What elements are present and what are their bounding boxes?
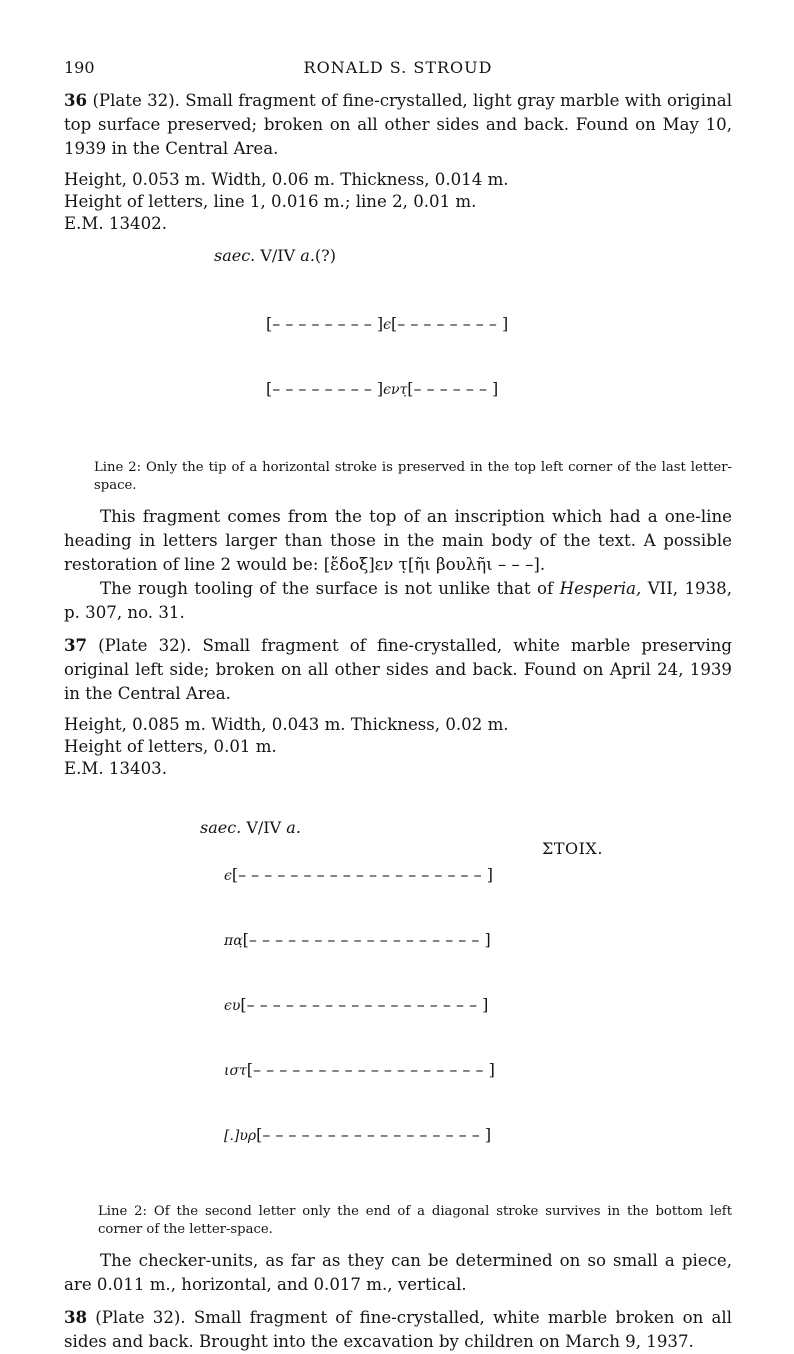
entry-36-letter-height: Height of letters, line 1, 0.016 m.; line 2, 0.01 m. — [64, 192, 477, 211]
lacuna-left: [– – – – – – – – ] — [266, 379, 384, 398]
inscription-line — [224, 1059, 732, 1082]
entry-37-inscription — [224, 822, 732, 1189]
greek-text: ιστ — [224, 1063, 247, 1079]
greek-text: [.]υρ — [224, 1128, 257, 1144]
greek-text: ϵ — [383, 317, 392, 333]
entry-38-number: 38 — [64, 1307, 88, 1327]
entry-37-number: 37 — [64, 635, 88, 655]
entry-36-paragraph-2 — [64, 577, 732, 625]
inscription-line — [224, 994, 732, 1017]
greek-text: πα̣ — [224, 933, 243, 949]
entry-37-letter-height: Height of letters, 0.01 m. — [64, 737, 277, 756]
page — [64, 58, 732, 1354]
entry-36-date — [214, 245, 732, 271]
date-century: V/IV — [246, 818, 282, 837]
lacuna: [– – – – – – – – – – – – – – – – – – ] — [242, 930, 491, 949]
inscription-line — [224, 929, 732, 952]
date-century: V/IV — [260, 246, 296, 265]
entry-36-inscription — [266, 271, 732, 443]
lacuna: [– – – – – – – – – – – – – – – – – – – ] — [231, 865, 493, 884]
stoichedon-label: ΣΤΟΙΧ. — [542, 839, 603, 858]
entry-37-note: Line 2: Of the second letter only the end of a diagonal stroke survives in the bottom left corner of the letter-space. — [98, 1204, 732, 1237]
date-query: (?) — [314, 246, 336, 265]
greek-text: ϵντ̣ — [383, 382, 408, 398]
date-saec: saec. — [214, 246, 256, 265]
entry-36-intro-text: (Plate 32). Small fragment of fine-crystalled, light gray marble with original top surface preserved; broken on all other sides and back. Found on May 10, 1939 in the Central Area. — [64, 91, 732, 158]
entry-37-date — [64, 796, 732, 858]
lacuna: [– – – – – – – – – – – – – – – – – ] — [256, 1125, 492, 1144]
lacuna-right: [– – – – – – ] — [407, 379, 499, 398]
lacuna: [– – – – – – – – – – – – – – – – – – ] — [246, 1060, 495, 1079]
entry-37-inventory: E.M. 13403. — [64, 759, 167, 778]
lacuna-right: [– – – – – – – – ] — [391, 314, 509, 333]
entry-36-paragraph-1: This fragment comes from the top of an inscription which had a one-line heading in letters larger than those in the main body of the text. A possible restoration of line 2 would be: [ἔδοξ]εν τ̣[ῆι βουλῆι – – –]. — [64, 507, 732, 574]
date-a: a. — [286, 818, 301, 837]
entry-36-intro — [64, 88, 732, 161]
entry-36-number: 36 — [64, 90, 88, 110]
entry-37-intro-text: (Plate 32). Small fragment of fine-crystalled, white marble preserving original left side; broken on all other sides and back. Found on April 24, 1939 in the Central Area. — [64, 636, 732, 703]
journal-title: Hesperia, — [559, 579, 642, 598]
page-number: 190 — [64, 58, 95, 77]
inscription-line — [266, 313, 732, 336]
date-a: a. — [300, 246, 315, 265]
entry-37-dimensions: Height, 0.085 m. Width, 0.043 m. Thickness, 0.02 m. — [64, 715, 509, 734]
text-run: VII, 1938, p. 307, no. 31. — [64, 579, 733, 622]
running-title: RONALD S. STROUD — [303, 58, 493, 77]
entry-36-dimensions: Height, 0.053 m. Width, 0.06 m. Thickness, 0.014 m. — [64, 170, 509, 189]
inscription-line — [224, 864, 732, 887]
entry-37-intro — [64, 633, 732, 706]
greek-text: ϵ — [224, 868, 232, 884]
entry-36-note: Line 2: Only the tip of a horizontal stroke is preserved in the top left corner of the last letter-space. — [94, 460, 732, 493]
text-run: The rough tooling of the surface is not unlike that of — [100, 579, 560, 598]
inscription-line — [224, 1124, 732, 1147]
entry-36-inventory: E.M. 13402. — [64, 214, 167, 233]
date-saec: saec. — [200, 818, 242, 837]
entry-38-intro — [64, 1305, 732, 1354]
inscription-line — [266, 378, 732, 401]
greek-text: ϵυ — [224, 998, 241, 1014]
entry-38-intro-text: (Plate 32). Small fragment of fine-crystalled, white marble broken on all sides and back. Brought into the excavation by children on March 9, 1937. — [64, 1308, 732, 1351]
lacuna-left: [– – – – – – – – ] — [266, 314, 384, 333]
running-header — [64, 58, 732, 82]
lacuna: [– – – – – – – – – – – – – – – – – – ] — [240, 995, 489, 1014]
entry-37-paragraph-1: The checker-units, as far as they can be determined on so small a piece, are 0.011 m., horizontal, and 0.017 m., vertical. — [64, 1251, 732, 1294]
